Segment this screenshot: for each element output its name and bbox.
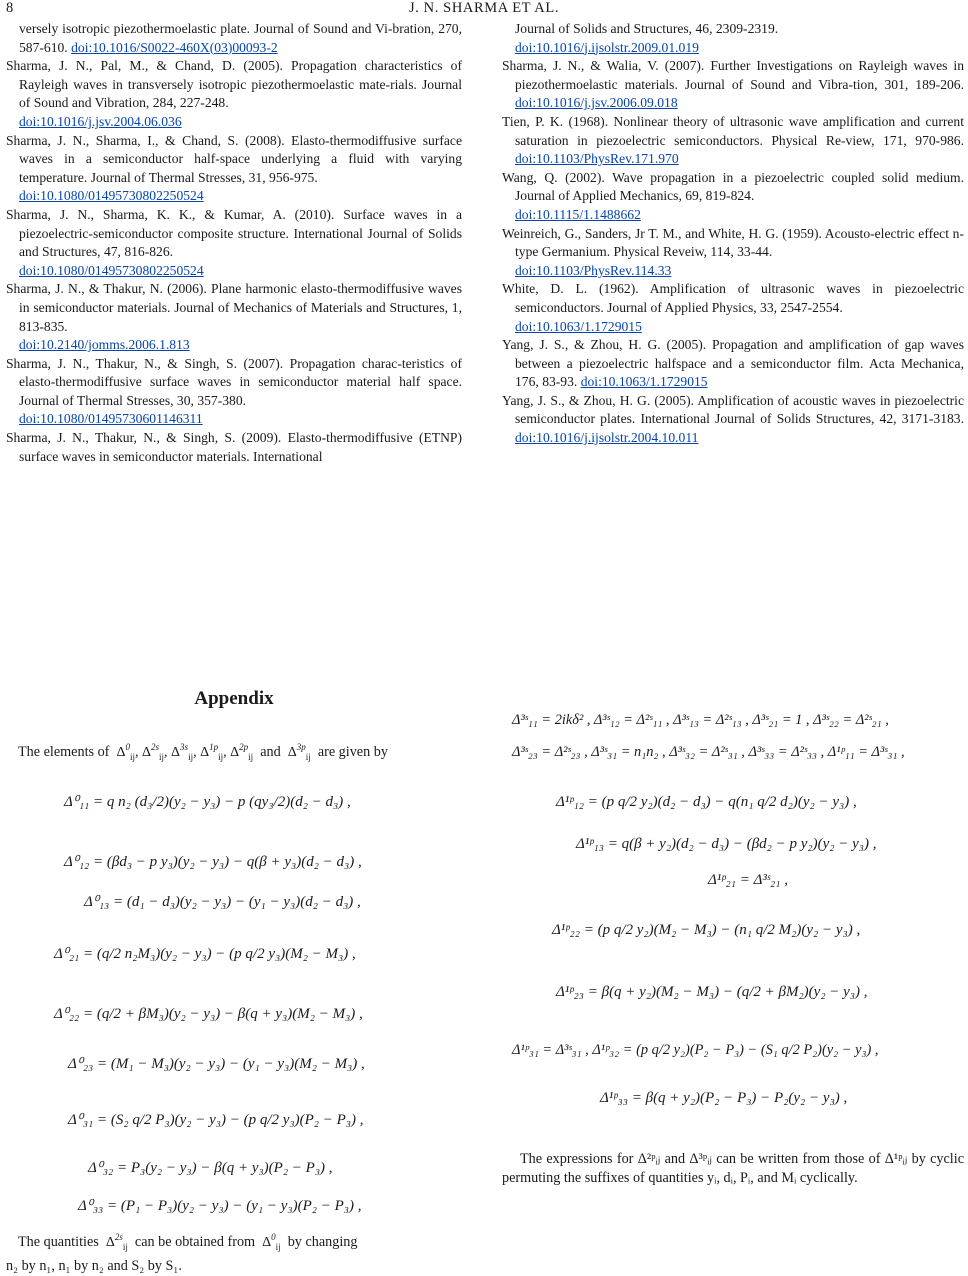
doi-link[interactable]: doi:10.1080/01495730601146311: [19, 411, 203, 427]
doi-link[interactable]: doi:10.1063/1.1729015: [580, 374, 708, 390]
equation: Δ⁰₃₂ = P₃(y₂ − y₃) − β(q + y₃)(P₂ − P₃) ,: [88, 1160, 333, 1176]
references-right-column: [502, 20, 964, 448]
page-number: 8: [6, 0, 14, 16]
doi-link[interactable]: doi:10.1016/j.ijsolstr.2009.01.019: [515, 39, 699, 55]
appendix-heading: Appendix: [194, 688, 274, 709]
equation: Δ³ˢ₂₃ = Δ²ˢ₂₃ , Δ³ˢ₃₁ = n₁n₂ , Δ³ˢ₃₂ = Δ²ˢ₃₁ , Δ³ˢ₃₃ = Δ²ˢ₃₃ , Δ¹ᵖ₁₁ = Δ³ˢ₃₁ ,: [512, 744, 905, 760]
doi-link[interactable]: doi:10.1080/01495730802250524: [19, 262, 204, 278]
equation: Δ⁰₂₃ = (M₁ − M₃)(y₂ − y₃) − (y₁ − y₃)(M₂ − M₃) ,: [68, 1056, 365, 1072]
doi-link[interactable]: doi:10.1103/PhysRev.171.970: [515, 151, 679, 167]
equation: Δ¹ᵖ₁₃ = q(β + y₂)(d₂ − d₃) − (βd₂ − p y₂)(y₂ − y₃) ,: [576, 836, 877, 852]
expressions-paragraph: The expressions for Δ²ᵖᵢⱼ and Δ³ᵖᵢⱼ can be written from those of Δ¹ᵖᵢⱼ by cyclic permuting the suffixes of quantities yᵢ, dᵢ, Pᵢ, and Mᵢ cyclically.: [502, 1151, 964, 1186]
equation: Δ⁰₁₃ = (d₁ − d₃)(y₂ − y₃) − (y₁ − y₃)(d₂ − d₃) ,: [84, 894, 361, 910]
equation: Δ⁰₃₃ = (P₁ − P₃)(y₂ − y₃) − (y₁ − y₃)(P₂ − P₃) ,: [78, 1198, 362, 1214]
doi-link[interactable]: doi:10.1016/S0022-460X(03)00093-2: [71, 39, 278, 55]
reference-entry: Sharma, J. N., Sharma, I., & Chand, S. (2008). Elasto-thermodiffusive surface waves in a semiconductor half-space underlying a fluid with varying temperature. Journal of Thermal Stresses, 31, 956-975. doi:10.1080/01495730802250524: [6, 132, 462, 204]
doi-link[interactable]: doi:10.1080/01495730802250524: [19, 188, 204, 204]
reference-entry: Weinreich, G., Sanders, Jr T. M., and White, H. G. (1959). Acousto-electric effect n-type Germanium. Physical Reveiw, 114, 33-44. doi:10.1103/PhysRev.114.33: [502, 225, 964, 278]
doi-link[interactable]: doi:10.1103/PhysRev.114.33: [515, 262, 672, 278]
equation: Δ¹ᵖ₂₁ = Δ³ˢ₂₁ ,: [708, 872, 788, 888]
equation: Δ¹ᵖ₃₃ = β(q + y₂)(P₂ − P₃) − P₂(y₂ − y₃) ,: [600, 1090, 848, 1106]
doi-link[interactable]: doi:10.1016/j.jsv.2006.09.018: [515, 95, 678, 111]
appendix-intro: The elements of $\Delta^0_{ij}$, $\Delta^{2s}_{ij}$, $\Delta^{3s}_{ij}$, $\Delta^{1p}_{ij}$, $\Delta^{2p}_{ij}$ and $\Delta^{3p}_{ij}$ are given by: [18, 742, 388, 762]
doi-link[interactable]: doi:10.1063/1.1729015: [515, 318, 642, 334]
references-left-column: [6, 20, 462, 466]
reference-entry: Sharma, J. N., Pal, M., & Chand, D. (2005). Propagation characteristics of Rayleigh waves in transversely isotropic piezothermoelastic mate-rials. Journal of Sound and Vibration, 284, 227-248. doi:10.1016/j.jsv.2004.06.036: [6, 58, 462, 129]
quantities-paragraph: The quantities $\Delta^{2s}_{ij}$ can be obtained from $\Delta^0_{ij}$ by changing n₂ by n₁, n₁ by n₂ and S₂ by S₁.: [6, 1232, 358, 1274]
doi-link[interactable]: doi:10.1016/j.jsv.2004.06.036: [19, 113, 182, 129]
equation: Δ³ˢ₁₁ = 2ikδ² , Δ³ˢ₁₂ = Δ²ˢ₁₁ , Δ³ˢ₁₃ = Δ²ˢ₁₃ , Δ³ˢ₂₁ = 1 , Δ³ˢ₂₂ = Δ²ˢ₂₁ ,: [512, 712, 889, 728]
doi-link[interactable]: doi:10.1115/1.1488662: [515, 206, 641, 222]
reference-entry: Yang, J. S., & Zhou, H. G. (2005). Amplification of acoustic waves in piezoelectric semiconductor plates. International Journal of Solids Structures, 42, 3171-3183. doi:10.1016/j.ijsolstr.2004.10.011: [502, 392, 964, 446]
equation: Δ¹ᵖ₂₂ = (p q/2 y₂)(M₂ − M₃) − (n₁ q/2 M₂)(y₂ − y₃) ,: [552, 922, 861, 938]
doi-link[interactable]: doi:10.2140/jomms.2006.1.813: [19, 337, 190, 353]
reference-entry: versely isotropic piezothermoelastic plate. Journal of Sound and Vi-bration, 270, 587-610. doi:10.1016/S0022-460X(03)00093-2: [19, 21, 462, 55]
equation: Δ⁰₂₁ = (q/2 n₂M₃)(y₂ − y₃) − (p q/2 y₃)(M₂ − M₃) ,: [54, 946, 356, 962]
doi-link[interactable]: doi:10.1016/j.ijsolstr.2004.10.011: [515, 430, 699, 446]
reference-entry: Sharma, J. N., & Walia, V. (2007). Further Investigations on Rayleigh waves in piezothermoelastic materials. Journal of Sound and Vibra-tion, 301, 189-206. doi:10.1016/j.jsv.2006.09.018: [502, 58, 964, 111]
reference-entry: Sharma, J. N., Sharma, K. K., & Kumar, A. (2010). Surface waves in a piezoelectric-semiconductor composite structure. International Journal of Solids and Structures, 47, 816-826. doi:10.1080/01495730802250524: [6, 206, 462, 278]
running-head: J. N. SHARMA ET AL.: [408, 0, 560, 16]
reference-entry: White, D. L. (1962). Amplification of ultrasonic waves in piezoelectric semiconductors. Journal of Applied Physics, 33, 2547-2554. doi:10.1063/1.1729015: [502, 281, 964, 334]
reference-entry: Sharma, J. N., & Thakur, N. (2006). Plane harmonic elasto-thermodiffusive waves in semiconductor materials. Journal of Mechanics of Materials and Structures, 1, 813-835. doi:10.2140/jomms.2006.1.813: [6, 281, 462, 353]
reference-entry: Journal of Solids and Structures, 46, 2309-2319. doi:10.1016/j.ijsolstr.2009.01.019: [515, 21, 779, 55]
reference-entry: Yang, J. S., & Zhou, H. G. (2005). Propagation and amplification of gap waves between a piezoelectric halfspace and a semiconductor film. Acta Mechanica, 176, 83-93. doi:10.1063/1.1729015: [502, 337, 964, 390]
reference-entry: Tien, P. K. (1968). Nonlinear theory of ultrasonic wave amplification and current saturation in piezoelectric semiconductors. Physical Re-view, 171, 970-986. doi:10.1103/PhysRev.171.970: [502, 113, 964, 167]
equation: Δ⁰₁₁ = q n₂ (d₃/2)(y₂ − y₃) − p (qy₃/2)(d₂ − d₃) ,: [64, 794, 351, 810]
reference-entry: Sharma, J. N., Thakur, N., & Singh, S. (2009). Elasto-thermodiffusive (ETNP) surface waves in semiconductor materials. International: [6, 430, 462, 464]
equation: Δ⁰₂₂ = (q/2 + βM₃)(y₂ − y₃) − β(q + y₃)(M₂ − M₃) ,: [54, 1006, 363, 1022]
reference-entry: Sharma, J. N., Thakur, N., & Singh, S. (2007). Propagation charac-teristics of elasto-thermodiffusive surface waves in semiconductor material half space. Journal of Thermal Stresses, 30, 357-380. doi:10.1080/01495730601146311: [6, 355, 462, 427]
equation: Δ¹ᵖ₁₂ = (p q/2 y₂)(d₂ − d₃) − q(n₁ q/2 d₂)(y₂ − y₃) ,: [556, 794, 857, 810]
reference-entry: Wang, Q. (2002). Wave propagation in a piezoelectric coupled solid medium. Journal of Applied Mechanics, 69, 819-824. doi:10.1115/1.1488662: [502, 169, 964, 222]
equation: Δ⁰₃₁ = (S₂ q/2 P₃)(y₂ − y₃) − (p q/2 y₃)(P₂ − P₃) ,: [68, 1112, 364, 1128]
equation: Δ¹ᵖ₃₁ = Δ³ˢ₃₁ , Δ¹ᵖ₃₂ = (p q/2 y₂)(P₂ − P₃) − (S₁ q/2 P₂)(y₂ − y₃) ,: [512, 1042, 879, 1058]
equation: Δ¹ᵖ₂₃ = β(q + y₂)(M₂ − M₃) − (q/2 + βM₂)(y₂ − y₃) ,: [556, 984, 868, 1000]
equation: Δ⁰₁₂ = (βd₃ − p y₃)(y₂ − y₃) − q(β + y₃)(d₂ − d₃) ,: [64, 854, 362, 870]
